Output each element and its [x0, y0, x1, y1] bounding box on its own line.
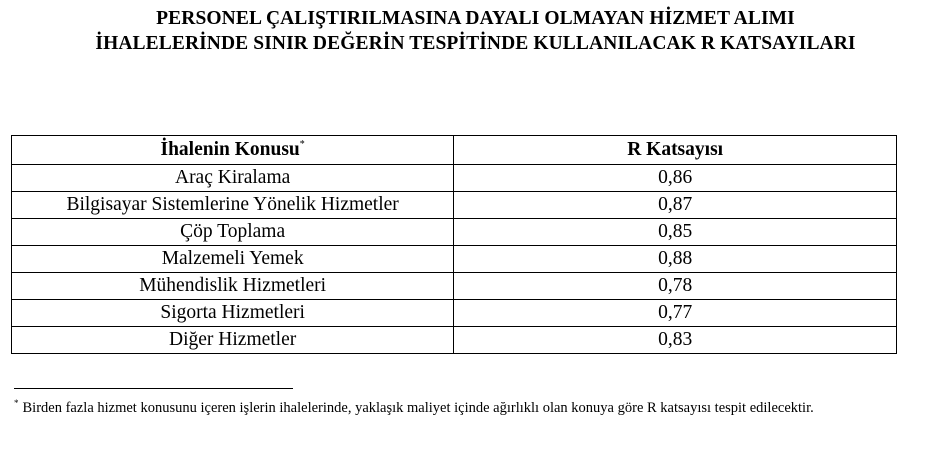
- table-row: [12, 273, 897, 300]
- r-coefficient-table: [11, 135, 897, 354]
- row-r-value: 0,77: [454, 300, 897, 327]
- row-subject: Sigorta Hizmetleri: [12, 300, 454, 327]
- row-r-value: 0,85: [454, 219, 897, 246]
- footnote-text: Birden fazla hizmet konusunu içeren işlerin ihalelerinde, yaklaşık maliyet içinde ağırlıklı olan konuya göre R katsayısı tespit edilecektir.: [22, 400, 814, 416]
- header-r-coefficient: R Katsayısı: [454, 136, 897, 165]
- row-subject: Malzemeli Yemek: [12, 246, 454, 273]
- row-r-value: 0,86: [454, 165, 897, 192]
- header-subject: [12, 136, 454, 165]
- footnote-mark: *: [14, 398, 19, 408]
- footnote-reference-mark: *: [299, 139, 305, 150]
- table-row: [12, 165, 897, 192]
- table-row: [12, 327, 897, 354]
- row-subject: Diğer Hizmetler: [12, 327, 454, 354]
- row-r-value: 0,78: [454, 273, 897, 300]
- table-row: [12, 219, 897, 246]
- footnote-separator: [14, 388, 293, 389]
- title-line-2: İHALELERİNDE SINIR DEĞERİN TESPİTİNDE KULLANILACAK R KATSAYILARI: [95, 33, 856, 54]
- title-line-1: PERSONEL ÇALIŞTIRILMASINA DAYALI OLMAYAN HİZMET ALIMI: [156, 8, 795, 29]
- row-subject: Bilgisayar Sistemlerine Yönelik Hizmetler: [12, 192, 454, 219]
- row-r-value: 0,83: [454, 327, 897, 354]
- table-row: [12, 246, 897, 273]
- footnote: [14, 397, 914, 419]
- row-subject: Çöp Toplama: [12, 219, 454, 246]
- document-title: [0, 6, 951, 56]
- row-r-value: 0,88: [454, 246, 897, 273]
- row-subject: Mühendislik Hizmetleri: [12, 273, 454, 300]
- header-subject-label: İhalenin Konusu: [160, 139, 300, 160]
- table-row: [12, 192, 897, 219]
- table-row: [12, 300, 897, 327]
- row-subject: Araç Kiralama: [12, 165, 454, 192]
- row-r-value: 0,87: [454, 192, 897, 219]
- table-header-row: [12, 136, 897, 165]
